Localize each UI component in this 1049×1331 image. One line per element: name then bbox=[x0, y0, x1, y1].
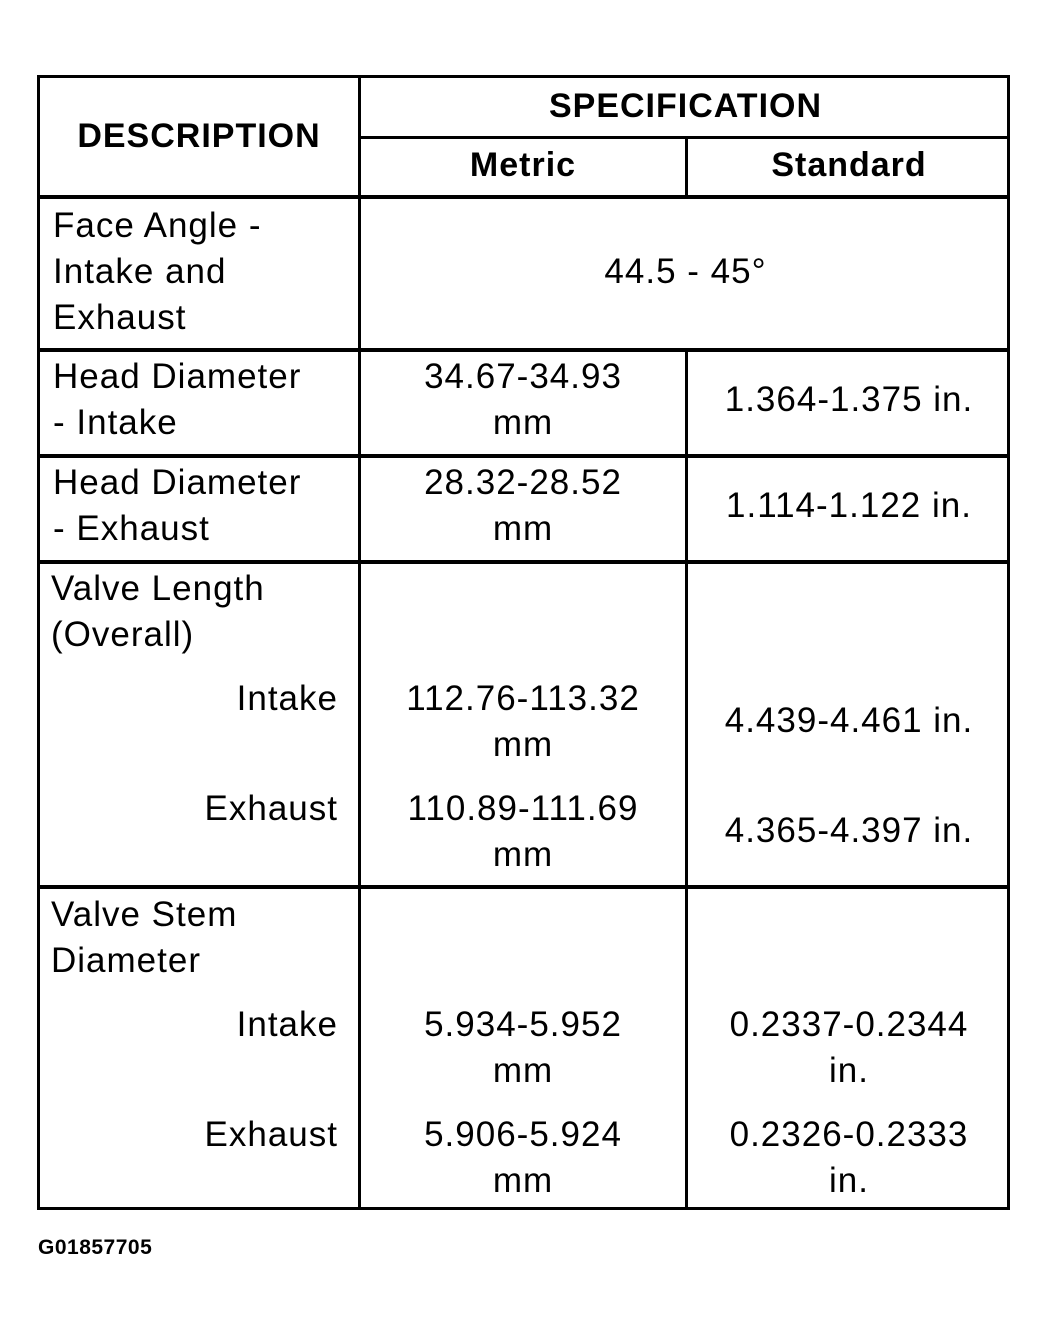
valve-stem-exhaust-standard-line-2: in. bbox=[829, 1161, 869, 1200]
row-divider-2 bbox=[40, 454, 1007, 458]
header-standard: Standard bbox=[771, 146, 927, 184]
row-divider-3 bbox=[40, 560, 1007, 564]
head-exhaust-standard: 1.114-1.122 in. bbox=[726, 486, 972, 525]
valve-stem-intake-standard-line-2: in. bbox=[829, 1051, 869, 1090]
face-angle-value: 44.5 - 45° bbox=[604, 252, 767, 291]
face-angle-label-line-1: Face Angle - bbox=[53, 206, 262, 245]
head-intake-standard: 1.364-1.375 in. bbox=[724, 380, 974, 419]
valve-length-intake-standard: 4.439-4.461 in. bbox=[724, 701, 974, 740]
valve-length-exhaust-metric-line-1: 110.89-111.69 bbox=[407, 789, 639, 828]
valve-stem-exhaust-label: Exhaust bbox=[204, 1115, 338, 1154]
valve-length-intake-metric-line-1: 112.76-113.32 bbox=[406, 679, 640, 718]
valve-length-exhaust-standard: 4.365-4.397 in. bbox=[724, 811, 974, 850]
valve-length-intake-label: Intake bbox=[236, 679, 338, 718]
head-exhaust-label-line-1: Head Diameter bbox=[53, 463, 302, 502]
valve-stem-label-line-2: Diameter bbox=[51, 941, 201, 980]
spec-table bbox=[37, 75, 1010, 1210]
valve-stem-label-line-1: Valve Stem bbox=[51, 895, 238, 934]
valve-length-label-line-2: (Overall) bbox=[51, 615, 195, 654]
valve-stem-exhaust-metric-line-1: 5.906-5.924 bbox=[424, 1115, 622, 1154]
valve-stem-intake-metric-line-2: mm bbox=[492, 1051, 554, 1090]
row-divider-1 bbox=[40, 348, 1007, 352]
valve-stem-intake-standard-line-1: 0.2337-0.2344 bbox=[729, 1005, 969, 1044]
head-intake-metric-line-1: 34.67-34.93 bbox=[424, 357, 622, 396]
valve-stem-exhaust-standard-line-1: 0.2326-0.2333 bbox=[729, 1115, 969, 1154]
figure-id: G01857705 bbox=[38, 1236, 153, 1259]
face-angle-label-line-3: Exhaust bbox=[53, 298, 187, 337]
valve-length-intake-metric-line-2: mm bbox=[492, 725, 554, 764]
header-bottom-divider bbox=[40, 195, 1007, 199]
header-description: DESCRIPTION bbox=[77, 117, 321, 155]
face-angle-label-line-2: Intake and bbox=[53, 252, 227, 291]
head-intake-label-line-1: Head Diameter bbox=[53, 357, 302, 396]
header-specification: SPECIFICATION bbox=[548, 87, 823, 125]
valve-stem-exhaust-metric-line-2: mm bbox=[492, 1161, 554, 1200]
head-intake-metric-line-2: mm bbox=[492, 403, 554, 442]
valve-length-label-line-1: Valve Length bbox=[51, 569, 265, 608]
valve-stem-intake-label: Intake bbox=[236, 1005, 338, 1044]
head-exhaust-label-line-2: - Exhaust bbox=[53, 509, 210, 548]
valve-stem-intake-metric-line-1: 5.934-5.952 bbox=[424, 1005, 622, 1044]
head-exhaust-metric-line-1: 28.32-28.52 bbox=[424, 463, 622, 502]
row-divider-4 bbox=[40, 885, 1007, 889]
valve-length-exhaust-metric-line-2: mm bbox=[492, 835, 554, 874]
head-exhaust-metric-line-2: mm bbox=[492, 509, 554, 548]
head-intake-label-line-2: - Intake bbox=[53, 403, 178, 442]
valve-length-exhaust-label: Exhaust bbox=[204, 789, 338, 828]
header-metric: Metric bbox=[469, 146, 577, 184]
